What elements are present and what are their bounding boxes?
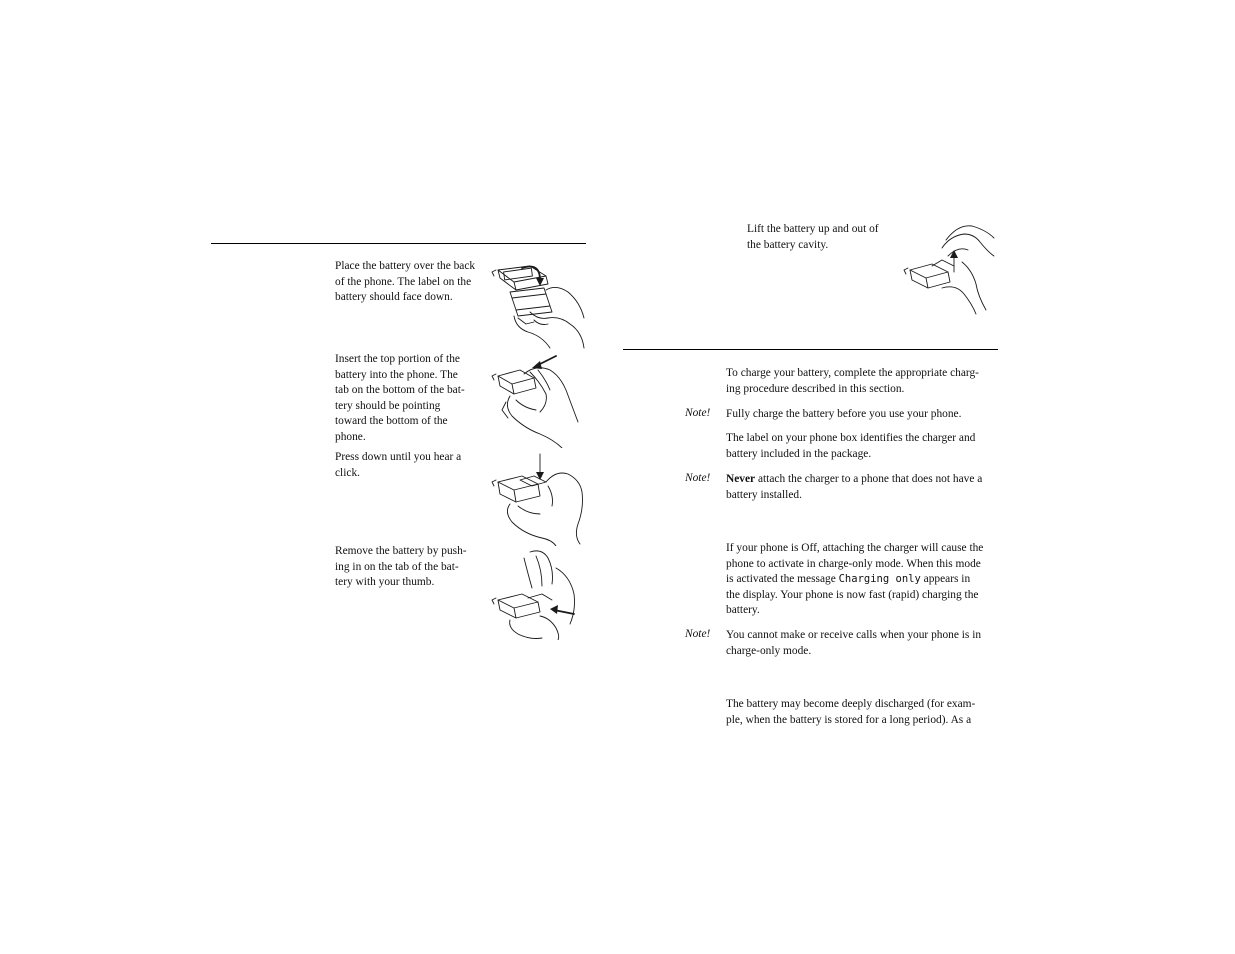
deep-discharge-paragraph: The battery may become deeply discharged (for exam- ple, when the battery is stored for a long period). As a — [726, 698, 976, 726]
step-press-down: Press down until you hear a click. — [335, 451, 462, 479]
lift-battery-illustration — [902, 222, 998, 316]
step-remove-battery: Remove the battery by push- ing in on the tab of the bat- tery with your thumb. — [335, 545, 467, 589]
left-section-rule — [211, 243, 586, 244]
step-place-battery: Place the battery over the back of the phone. The label on the battery should face down. — [335, 260, 476, 304]
note-label-3: Note! — [685, 628, 711, 640]
note-cannot-call: You cannot make or receive calls when your phone is in charge-only mode. — [726, 629, 982, 657]
charge-only-paragraph: If your phone is Off, attaching the charger will cause the phone to activate in charge-only mode. When this mode is activated the message Charging only appears in the display. Your phone is now fast (rapid) charging the battery. — [726, 542, 984, 617]
note-never-attach: Never attach the charger to a phone that does not have a battery installed. — [726, 473, 983, 501]
right-section-rule — [623, 349, 998, 350]
note-label-1: Note! — [685, 407, 711, 419]
label-info: The label on your phone box identifies the charger and battery included in the package. — [726, 432, 976, 460]
never-bold: Never — [726, 473, 756, 485]
step-lift-battery: Lift the battery up and out of the battery cavity. — [747, 223, 879, 251]
place-battery-illustration — [490, 262, 586, 350]
remove-battery-illustration — [490, 548, 586, 640]
insert-battery-illustration — [490, 352, 586, 448]
charge-intro: To charge your battery, complete the appropriate charg- ing procedure described in this section. — [726, 367, 979, 395]
press-down-illustration — [490, 452, 586, 546]
step-insert-battery: Insert the top portion of the battery into the phone. The tab on the bottom of the bat- tery should be pointing toward the bottom of the phone. — [335, 353, 465, 443]
note-fully-charge: Fully charge the battery before you use your phone. — [726, 408, 962, 420]
display-message: Charging only — [838, 573, 921, 586]
note-label-2: Note! — [685, 472, 711, 484]
